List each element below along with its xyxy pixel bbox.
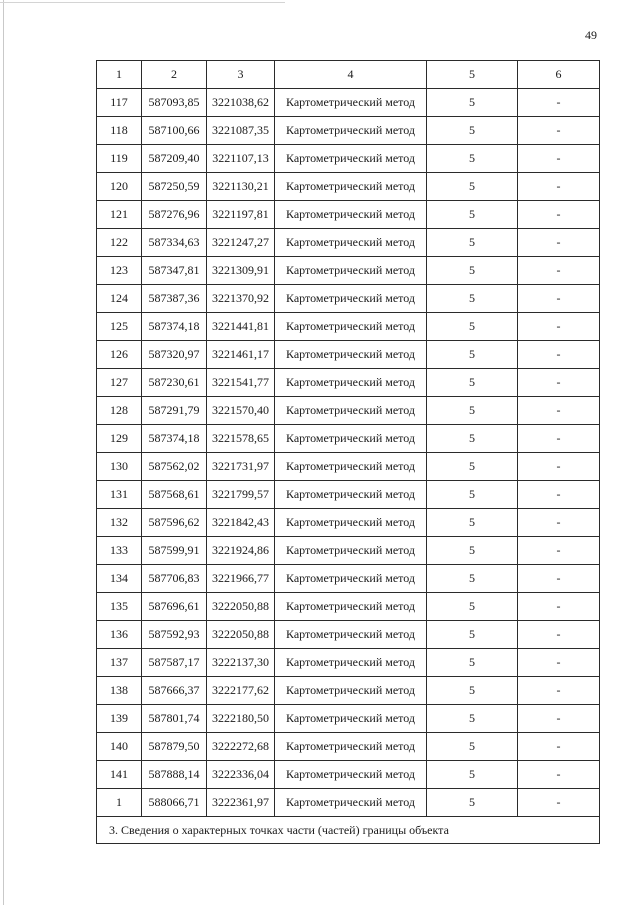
point-number-cell: 118: [97, 117, 142, 145]
y-coordinate-cell: 3222361,97: [207, 789, 275, 817]
point-number-cell: 132: [97, 509, 142, 537]
table-row: [97, 397, 600, 425]
y-coordinate-cell: 3222336,04: [207, 761, 275, 789]
method-cell: Картометрический метод: [275, 369, 427, 397]
description-cell: -: [518, 341, 600, 369]
description-cell: -: [518, 369, 600, 397]
x-coordinate-cell: 587666,37: [142, 677, 207, 705]
point-number-cell: 139: [97, 705, 142, 733]
point-number-cell: 127: [97, 369, 142, 397]
description-cell: -: [518, 677, 600, 705]
accuracy-cell: 5: [427, 705, 518, 733]
x-coordinate-cell: 587250,59: [142, 173, 207, 201]
method-cell: Картометрический метод: [275, 621, 427, 649]
x-coordinate-cell: 587276,96: [142, 201, 207, 229]
table-row: [97, 481, 600, 509]
method-cell: Картометрический метод: [275, 733, 427, 761]
point-number-cell: 121: [97, 201, 142, 229]
method-cell: Картометрический метод: [275, 705, 427, 733]
method-cell: Картометрический метод: [275, 509, 427, 537]
accuracy-cell: 5: [427, 313, 518, 341]
header-cell-3: 3: [207, 61, 275, 89]
point-number-cell: 131: [97, 481, 142, 509]
method-cell: Картометрический метод: [275, 285, 427, 313]
table-row: [97, 565, 600, 593]
accuracy-cell: 5: [427, 397, 518, 425]
y-coordinate-cell: 3221370,92: [207, 285, 275, 313]
method-cell: Картометрический метод: [275, 257, 427, 285]
scan-top-line: [0, 2, 285, 3]
point-number-cell: 134: [97, 565, 142, 593]
accuracy-cell: 5: [427, 285, 518, 313]
x-coordinate-cell: 587587,17: [142, 649, 207, 677]
description-cell: -: [518, 621, 600, 649]
page-number: 49: [585, 28, 597, 42]
method-cell: Картометрический метод: [275, 425, 427, 453]
x-coordinate-cell: 587592,93: [142, 621, 207, 649]
point-number-cell: 130: [97, 453, 142, 481]
accuracy-cell: 5: [427, 677, 518, 705]
method-cell: Картометрический метод: [275, 229, 427, 257]
y-coordinate-cell: 3221966,77: [207, 565, 275, 593]
description-cell: -: [518, 285, 600, 313]
table-row: [97, 621, 600, 649]
table-row: [97, 509, 600, 537]
description-cell: -: [518, 537, 600, 565]
scan-edge-line: [3, 0, 4, 905]
header-cell-2: 2: [142, 61, 207, 89]
y-coordinate-cell: 3221578,65: [207, 425, 275, 453]
table-row: [97, 649, 600, 677]
point-number-cell: 137: [97, 649, 142, 677]
table-row: [97, 117, 600, 145]
header-cell-1: 1: [97, 61, 142, 89]
method-cell: Картометрический метод: [275, 201, 427, 229]
y-coordinate-cell: 3221799,57: [207, 481, 275, 509]
table-row: [97, 733, 600, 761]
description-cell: -: [518, 173, 600, 201]
method-cell: Картометрический метод: [275, 117, 427, 145]
method-cell: Картометрический метод: [275, 481, 427, 509]
point-number-cell: 119: [97, 145, 142, 173]
accuracy-cell: 5: [427, 341, 518, 369]
point-number-cell: 123: [97, 257, 142, 285]
x-coordinate-cell: 587706,83: [142, 565, 207, 593]
accuracy-cell: 5: [427, 649, 518, 677]
description-cell: -: [518, 565, 600, 593]
description-cell: -: [518, 229, 600, 257]
table-row: [97, 677, 600, 705]
table-row: [97, 705, 600, 733]
point-number-cell: 140: [97, 733, 142, 761]
accuracy-cell: 5: [427, 481, 518, 509]
x-coordinate-cell: 587374,18: [142, 425, 207, 453]
method-cell: Картометрический метод: [275, 173, 427, 201]
point-number-cell: 125: [97, 313, 142, 341]
table-row: [97, 341, 600, 369]
table-row: [97, 789, 600, 817]
header-cell-4: 4: [275, 61, 427, 89]
y-coordinate-cell: 3222272,68: [207, 733, 275, 761]
description-cell: -: [518, 89, 600, 117]
x-coordinate-cell: 587387,36: [142, 285, 207, 313]
x-coordinate-cell: 587093,85: [142, 89, 207, 117]
x-coordinate-cell: 587568,61: [142, 481, 207, 509]
point-number-cell: 120: [97, 173, 142, 201]
accuracy-cell: 5: [427, 621, 518, 649]
x-coordinate-cell: 587801,74: [142, 705, 207, 733]
method-cell: Картометрический метод: [275, 593, 427, 621]
header-cell-6: 6: [518, 61, 600, 89]
table-row: [97, 201, 600, 229]
point-number-cell: 129: [97, 425, 142, 453]
y-coordinate-cell: 3221731,97: [207, 453, 275, 481]
accuracy-cell: 5: [427, 425, 518, 453]
description-cell: -: [518, 509, 600, 537]
accuracy-cell: 5: [427, 257, 518, 285]
accuracy-cell: 5: [427, 173, 518, 201]
method-cell: Картометрический метод: [275, 313, 427, 341]
accuracy-cell: 5: [427, 509, 518, 537]
description-cell: -: [518, 313, 600, 341]
description-cell: -: [518, 649, 600, 677]
x-coordinate-cell: 588066,71: [142, 789, 207, 817]
method-cell: Картометрический метод: [275, 397, 427, 425]
point-number-cell: 141: [97, 761, 142, 789]
x-coordinate-cell: 587374,18: [142, 313, 207, 341]
y-coordinate-cell: 3221461,17: [207, 341, 275, 369]
method-cell: Картометрический метод: [275, 453, 427, 481]
point-number-cell: 1: [97, 789, 142, 817]
method-cell: Картометрический метод: [275, 761, 427, 789]
table-row: [97, 145, 600, 173]
table-footer-row: [97, 817, 600, 844]
description-cell: -: [518, 705, 600, 733]
table-header-row: [97, 61, 600, 89]
y-coordinate-cell: 3221247,27: [207, 229, 275, 257]
method-cell: Картометрический метод: [275, 677, 427, 705]
x-coordinate-cell: 587696,61: [142, 593, 207, 621]
method-cell: Картометрический метод: [275, 537, 427, 565]
y-coordinate-cell: 3222050,88: [207, 593, 275, 621]
description-cell: -: [518, 257, 600, 285]
table-row: [97, 173, 600, 201]
table-row: [97, 761, 600, 789]
description-cell: -: [518, 789, 600, 817]
table-row: [97, 453, 600, 481]
description-cell: -: [518, 453, 600, 481]
y-coordinate-cell: 3221107,13: [207, 145, 275, 173]
description-cell: -: [518, 201, 600, 229]
point-number-cell: 126: [97, 341, 142, 369]
point-number-cell: 133: [97, 537, 142, 565]
table-row: [97, 537, 600, 565]
description-cell: -: [518, 425, 600, 453]
description-cell: -: [518, 117, 600, 145]
point-number-cell: 135: [97, 593, 142, 621]
point-number-cell: 138: [97, 677, 142, 705]
x-coordinate-cell: 587334,63: [142, 229, 207, 257]
point-number-cell: 128: [97, 397, 142, 425]
x-coordinate-cell: 587347,81: [142, 257, 207, 285]
accuracy-cell: 5: [427, 201, 518, 229]
description-cell: -: [518, 481, 600, 509]
y-coordinate-cell: 3221570,40: [207, 397, 275, 425]
y-coordinate-cell: 3222050,88: [207, 621, 275, 649]
method-cell: Картометрический метод: [275, 789, 427, 817]
description-cell: -: [518, 593, 600, 621]
y-coordinate-cell: 3222180,50: [207, 705, 275, 733]
x-coordinate-cell: 587100,66: [142, 117, 207, 145]
x-coordinate-cell: 587209,40: [142, 145, 207, 173]
table-row: [97, 229, 600, 257]
table-body: [97, 89, 600, 817]
method-cell: Картометрический метод: [275, 565, 427, 593]
method-cell: Картометрический метод: [275, 341, 427, 369]
method-cell: Картометрический метод: [275, 145, 427, 173]
accuracy-cell: 5: [427, 537, 518, 565]
y-coordinate-cell: 3222177,62: [207, 677, 275, 705]
point-number-cell: 136: [97, 621, 142, 649]
accuracy-cell: 5: [427, 89, 518, 117]
accuracy-cell: 5: [427, 761, 518, 789]
table-row: [97, 285, 600, 313]
point-number-cell: 124: [97, 285, 142, 313]
table-row: [97, 313, 600, 341]
y-coordinate-cell: 3221309,91: [207, 257, 275, 285]
table-row: [97, 425, 600, 453]
y-coordinate-cell: 3221087,35: [207, 117, 275, 145]
table-row: [97, 593, 600, 621]
y-coordinate-cell: 3221130,21: [207, 173, 275, 201]
accuracy-cell: 5: [427, 145, 518, 173]
accuracy-cell: 5: [427, 453, 518, 481]
description-cell: -: [518, 761, 600, 789]
x-coordinate-cell: 587562,02: [142, 453, 207, 481]
point-number-cell: 117: [97, 89, 142, 117]
accuracy-cell: 5: [427, 369, 518, 397]
accuracy-cell: 5: [427, 733, 518, 761]
y-coordinate-cell: 3221842,43: [207, 509, 275, 537]
x-coordinate-cell: 587599,91: [142, 537, 207, 565]
x-coordinate-cell: 587320,97: [142, 341, 207, 369]
x-coordinate-cell: 587596,62: [142, 509, 207, 537]
table-row: [97, 257, 600, 285]
accuracy-cell: 5: [427, 789, 518, 817]
description-cell: -: [518, 145, 600, 173]
x-coordinate-cell: 587291,79: [142, 397, 207, 425]
header-cell-5: 5: [427, 61, 518, 89]
description-cell: -: [518, 397, 600, 425]
accuracy-cell: 5: [427, 229, 518, 257]
y-coordinate-cell: 3221541,77: [207, 369, 275, 397]
table-row: [97, 89, 600, 117]
y-coordinate-cell: 3222137,30: [207, 649, 275, 677]
section-note: 3. Сведения о характерных точках части (частей) границы объекта: [97, 817, 600, 844]
accuracy-cell: 5: [427, 117, 518, 145]
coordinates-table: [96, 60, 600, 844]
y-coordinate-cell: 3221197,81: [207, 201, 275, 229]
description-cell: -: [518, 733, 600, 761]
y-coordinate-cell: 3221441,81: [207, 313, 275, 341]
y-coordinate-cell: 3221924,86: [207, 537, 275, 565]
y-coordinate-cell: 3221038,62: [207, 89, 275, 117]
method-cell: Картометрический метод: [275, 649, 427, 677]
point-number-cell: 122: [97, 229, 142, 257]
x-coordinate-cell: 587230,61: [142, 369, 207, 397]
x-coordinate-cell: 587879,50: [142, 733, 207, 761]
method-cell: Картометрический метод: [275, 89, 427, 117]
accuracy-cell: 5: [427, 593, 518, 621]
table-row: [97, 369, 600, 397]
accuracy-cell: 5: [427, 565, 518, 593]
x-coordinate-cell: 587888,14: [142, 761, 207, 789]
